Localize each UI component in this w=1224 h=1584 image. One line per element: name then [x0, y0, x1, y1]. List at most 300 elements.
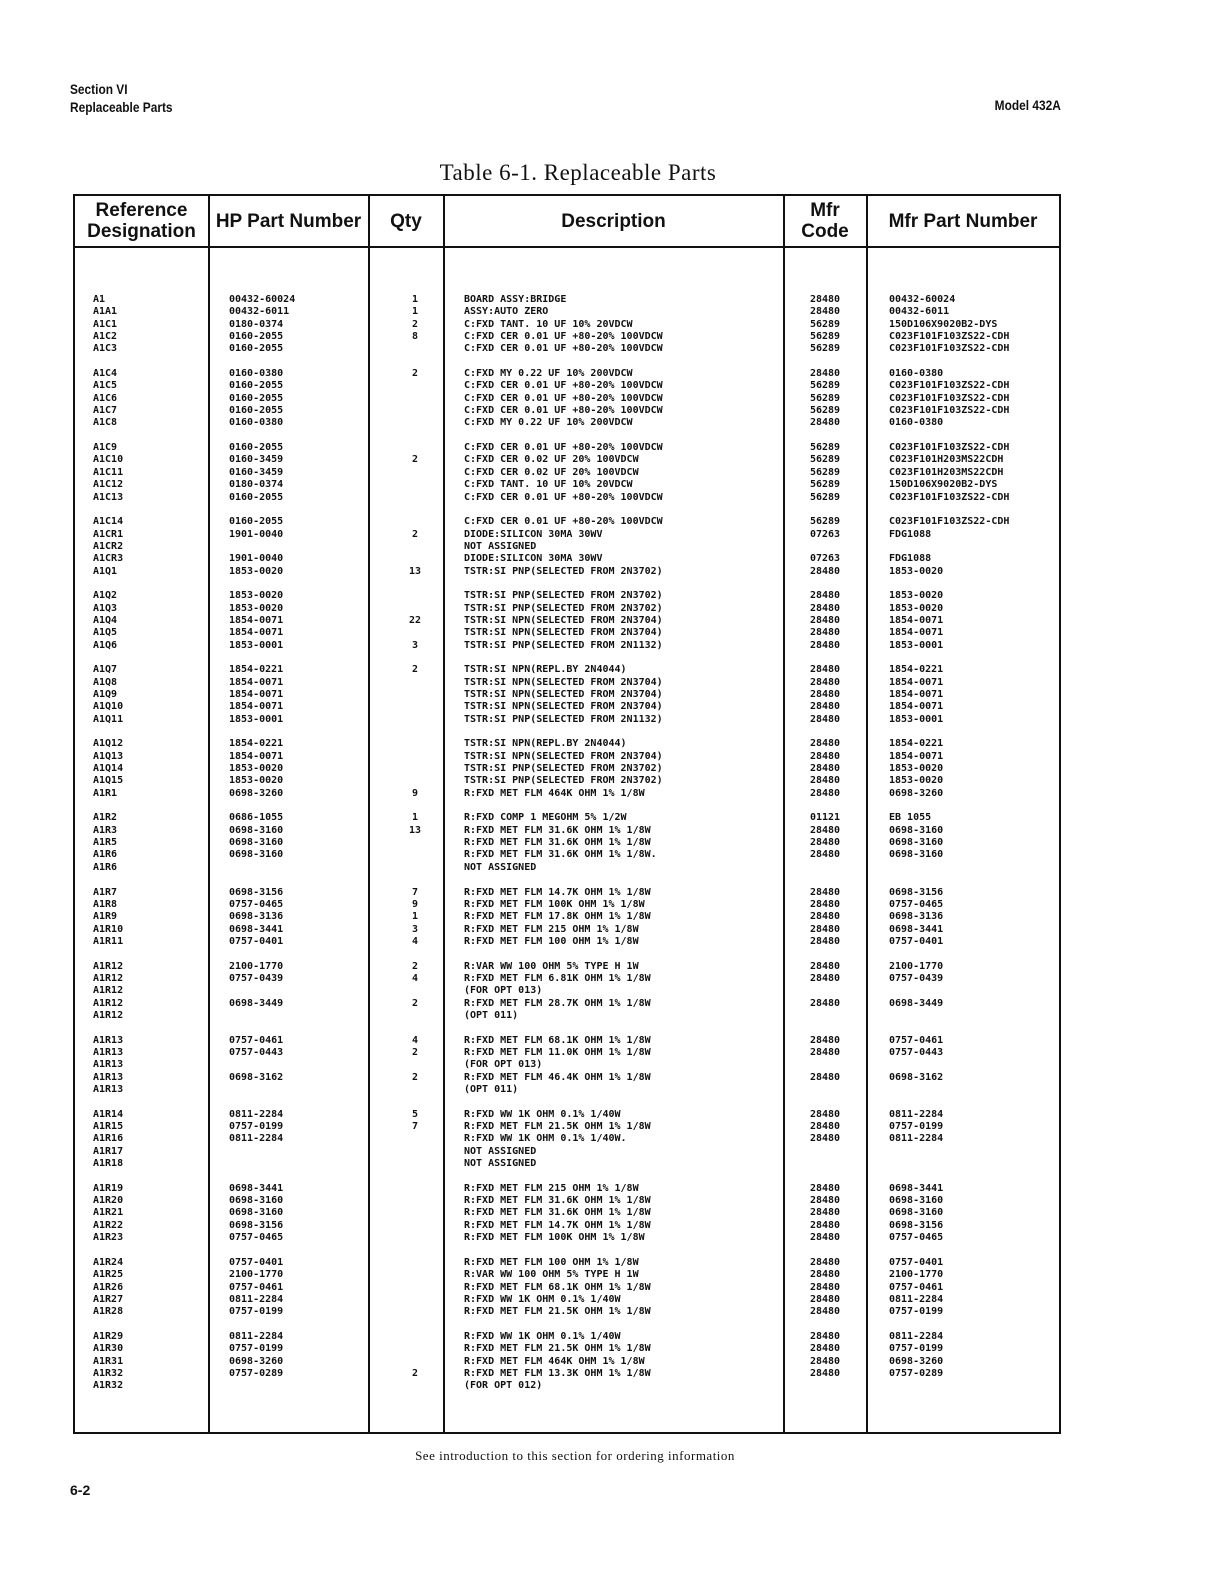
ordering-note: See introduction to this section for ordering information	[415, 1448, 735, 1463]
table-title: Table 6-1. Replaceable Parts	[439, 160, 717, 185]
mfr-part-number: 0698-3160	[889, 837, 944, 849]
mfr-code: 28480	[809, 306, 841, 318]
table-row	[0, 887, 1224, 899]
ref-designation: A1R10	[93, 923, 124, 935]
description: DIODE:SILICON 30MA 30WV	[464, 528, 603, 540]
hp-part-number: 1854-0071	[229, 676, 284, 688]
ref-designation: A1R24	[93, 1256, 124, 1268]
table-row	[0, 615, 1224, 627]
hp-part-number: 0757-0199	[229, 1306, 284, 1318]
description: R:FXD MET FLM 31.6K OHM 1% 1/8W	[464, 1195, 651, 1207]
ref-designation: A1R13	[93, 1059, 124, 1071]
mfr-code: 28480	[809, 849, 841, 861]
description: R:FXD MET FLM 100 OHM 1% 1/8W	[464, 935, 639, 947]
row-group	[0, 961, 1224, 1023]
description: TSTR:SI NPN(SELECTED FROM 2N3704)	[464, 750, 663, 762]
description: C:FXD CER 0.02 UF 20% 100VDCW	[464, 466, 639, 478]
hp-part-number: 0160-0380	[229, 417, 284, 429]
ref-designation: A1C13	[93, 491, 124, 503]
ref-designation: A1R12	[93, 985, 124, 997]
ref-designation: A1R30	[93, 1343, 124, 1355]
mfr-part-number: 1853-0020	[889, 775, 944, 787]
row-group	[0, 294, 1224, 356]
table-row	[0, 924, 1224, 936]
table-row	[0, 714, 1224, 726]
description: TSTR:SI NPN(REPL.BY 2N4044)	[464, 738, 627, 750]
mfr-part-number: 2100-1770	[889, 960, 944, 972]
ref-designation: A1Q1	[93, 565, 118, 577]
mfr-code: 28480	[809, 701, 841, 713]
table-row	[0, 516, 1224, 528]
table-row	[0, 677, 1224, 689]
table-row	[0, 529, 1224, 541]
table-row	[0, 1010, 1224, 1022]
mfr-code: 28480	[809, 1121, 841, 1133]
mfr-code: 28480	[809, 590, 841, 602]
hp-part-number: 0757-0461	[229, 1281, 284, 1293]
qty: 8	[411, 331, 419, 343]
ref-designation: A1C4	[93, 368, 118, 380]
ref-designation: A1Q5	[93, 627, 118, 639]
mfr-part-number: 1854-0221	[889, 738, 944, 750]
ref-designation: A1R6	[93, 849, 118, 861]
description: R:FXD MET FLM 100K OHM 1% 1/8W	[464, 1232, 645, 1244]
table-row	[0, 1158, 1224, 1170]
mfr-part-number: 00432-60024	[889, 294, 956, 305]
mfr-code: 28480	[809, 676, 841, 688]
ref-designation: A1R12	[93, 960, 124, 972]
table-row	[0, 1183, 1224, 1195]
table-row	[0, 331, 1224, 343]
mfr-code: 28480	[809, 1306, 841, 1318]
row-group	[0, 664, 1224, 726]
hp-part-number: 0160-2055	[229, 331, 284, 343]
hp-part-number: 1854-0071	[229, 689, 284, 700]
table-row	[0, 1059, 1224, 1071]
hp-part-number: 1853-0020	[229, 763, 284, 775]
mfr-part-number: 1853-0020	[889, 763, 944, 775]
column-header-mfr-code: Mfr Code	[801, 200, 849, 242]
description: (OPT 011)	[464, 1009, 519, 1021]
ref-designation: A1Q2	[93, 590, 118, 602]
mfr-part-number: 1854-0071	[889, 676, 944, 688]
description: R:FXD MET FLM 46.4K OHM 1% 1/8W	[464, 1071, 651, 1083]
table-row	[0, 1121, 1224, 1133]
description: TSTR:SI NPN(SELECTED FROM 2N3704)	[464, 614, 663, 626]
row-group	[0, 1183, 1224, 1245]
mfr-code: 28480	[809, 935, 841, 947]
mfr-part-number: C023F101H203MS22CDH	[889, 466, 1004, 478]
mfr-code: 28480	[809, 1108, 841, 1120]
description: C:FXD CER 0.01 UF +80-20% 100VDCW	[464, 491, 663, 503]
table-row	[0, 1380, 1224, 1392]
mfr-part-number: 150D106X9020B2-DYS	[889, 479, 998, 491]
mfr-part-number: 0757-0443	[889, 1046, 944, 1058]
ref-designation: A1R17	[93, 1145, 124, 1157]
mfr-code: 07263	[809, 528, 841, 540]
mfr-code: 28480	[809, 1034, 841, 1046]
ref-designation: A1R14	[93, 1108, 124, 1120]
mfr-part-number: C023F101F103ZS22-CDH	[889, 491, 1010, 503]
mfr-part-number: 0811-2284	[889, 1330, 944, 1342]
description: R:FXD MET FLM 6.81K OHM 1% 1/8W	[464, 972, 651, 984]
hp-part-number: 0757-0289	[229, 1367, 284, 1379]
mfr-code: 01121	[809, 812, 841, 824]
description: C:FXD CER 0.01 UF +80-20% 100VDCW	[464, 380, 663, 392]
hp-part-number: 0698-3260	[229, 787, 284, 799]
qty: 4	[411, 1034, 419, 1046]
table-row	[0, 1232, 1224, 1244]
table-row	[0, 1306, 1224, 1318]
mfr-code: 28480	[809, 972, 841, 984]
table-row	[0, 319, 1224, 331]
mfr-part-number: 0757-0461	[889, 1281, 944, 1293]
hp-part-number: 0698-3156	[229, 886, 284, 898]
mfr-part-number: 0698-3156	[889, 1219, 944, 1231]
model-label: Model 432A	[994, 97, 1061, 113]
ref-designation: A1R32	[93, 1380, 124, 1392]
description: R:FXD MET FLM 13.3K OHM 1% 1/8W	[464, 1367, 651, 1379]
mfr-code: 28480	[809, 664, 841, 676]
table-row	[0, 788, 1224, 800]
qty: 13	[408, 565, 422, 577]
hp-part-number: 2100-1770	[229, 960, 284, 972]
mfr-part-number: 0757-0461	[889, 1034, 944, 1046]
ref-designation: A1Q15	[93, 775, 124, 787]
ref-designation: A1R13	[93, 1046, 124, 1058]
mfr-part-number: 0757-0401	[889, 1256, 944, 1268]
hp-part-number: 0757-0199	[229, 1121, 284, 1133]
hp-part-number: 0160-0380	[229, 368, 284, 380]
hp-part-number: 0160-2055	[229, 343, 284, 355]
description: R:FXD MET FLM 100 OHM 1% 1/8W	[464, 1256, 639, 1268]
table-row	[0, 825, 1224, 837]
row-group	[0, 516, 1224, 578]
mfr-part-number: 0757-0289	[889, 1367, 944, 1379]
description: R:FXD MET FLM 68.1K OHM 1% 1/8W	[464, 1034, 651, 1046]
ref-designation: A1C14	[93, 516, 124, 528]
mfr-part-number: 1853-0020	[889, 565, 944, 577]
mfr-code: 28480	[809, 689, 841, 700]
ref-designation: A1R21	[93, 1207, 124, 1219]
ref-designation: A1R13	[93, 1071, 124, 1083]
description: R:FXD MET FLM 68.1K OHM 1% 1/8W	[464, 1281, 651, 1293]
qty: 9	[411, 898, 419, 910]
hp-part-number: 0160-3459	[229, 454, 284, 466]
ref-designation: A1C12	[93, 479, 124, 491]
mfr-code: 28480	[809, 837, 841, 849]
mfr-part-number: 0698-3160	[889, 849, 944, 861]
description: C:FXD MY 0.22 UF 10% 200VDCW	[464, 417, 633, 429]
table-row	[0, 973, 1224, 985]
mfr-code: 28480	[809, 1232, 841, 1244]
hp-part-number: 1901-0040	[229, 528, 284, 540]
description: TSTR:SI PNP(SELECTED FROM 2N3702)	[464, 775, 663, 787]
description: TSTR:SI PNP(SELECTED FROM 2N3702)	[464, 763, 663, 775]
description: C:FXD CER 0.01 UF +80-20% 100VDCW	[464, 405, 663, 417]
qty: 4	[411, 935, 419, 947]
description: R:FXD MET FLM 100K OHM 1% 1/8W	[464, 898, 645, 910]
ref-designation: A1CR1	[93, 528, 124, 540]
mfr-code: 28480	[809, 1355, 841, 1367]
hp-part-number: 0757-0401	[229, 1256, 284, 1268]
ref-designation: A1Q8	[93, 676, 118, 688]
mfr-part-number: 0698-3441	[889, 1182, 944, 1194]
ref-designation: A1CR3	[93, 553, 124, 565]
table-row	[0, 627, 1224, 639]
hp-part-number: 0811-2284	[229, 1330, 284, 1342]
table-row	[0, 467, 1224, 479]
hp-part-number: 1854-0221	[229, 738, 284, 750]
ref-designation: A1R3	[93, 824, 118, 836]
table-row	[0, 1331, 1224, 1343]
hp-part-number: 0698-3260	[229, 1355, 284, 1367]
table-row	[0, 1133, 1224, 1145]
ref-designation: A1R25	[93, 1269, 124, 1281]
mfr-part-number: 0757-0199	[889, 1121, 944, 1133]
qty: 13	[408, 824, 422, 836]
mfr-code: 28480	[809, 417, 841, 429]
mfr-part-number: 0811-2284	[889, 1293, 944, 1305]
hp-part-number: 0160-2055	[229, 392, 284, 404]
mfr-code: 28480	[809, 1367, 841, 1379]
mfr-code: 28480	[809, 923, 841, 935]
ref-designation: A1R12	[93, 1009, 124, 1021]
mfr-part-number: 0698-3156	[889, 886, 944, 898]
ref-designation: A1R2	[93, 812, 118, 824]
ref-designation: A1R15	[93, 1121, 124, 1133]
row-group	[0, 590, 1224, 652]
mfr-part-number: 1854-0071	[889, 750, 944, 762]
hp-part-number: 0757-0461	[229, 1034, 284, 1046]
description: R:FXD WW 1K OHM 0.1% 1/40W	[464, 1108, 621, 1120]
mfr-code: 28480	[809, 1256, 841, 1268]
table-row	[0, 541, 1224, 553]
hp-part-number: 0180-0374	[229, 318, 284, 330]
mfr-part-number: 00432-6011	[889, 306, 950, 318]
ref-designation: A1A1	[93, 306, 118, 318]
hp-part-number: 1854-0071	[229, 701, 284, 713]
ref-designation: A1C2	[93, 331, 118, 343]
table-row	[0, 689, 1224, 701]
hp-part-number: 1854-0071	[229, 627, 284, 639]
mfr-part-number: 0811-2284	[889, 1108, 944, 1120]
table-row	[0, 738, 1224, 750]
mfr-part-number: 1854-0071	[889, 614, 944, 626]
description: R:FXD MET FLM 31.6K OHM 1% 1/8W.	[464, 849, 657, 861]
hp-part-number: 0180-0374	[229, 479, 284, 491]
mfr-part-number: FDG1088	[889, 528, 932, 540]
mfr-code: 28480	[809, 750, 841, 762]
row-group	[0, 368, 1224, 430]
qty: 4	[411, 972, 419, 984]
row-group	[0, 1331, 1224, 1393]
table-row	[0, 1146, 1224, 1158]
qty: 2	[411, 318, 419, 330]
ref-designation: A1R31	[93, 1355, 124, 1367]
hp-part-number: 00432-60024	[229, 294, 296, 305]
description: R:FXD WW 1K OHM 0.1% 1/40W	[464, 1330, 621, 1342]
mfr-part-number: 0757-0401	[889, 935, 944, 947]
ref-designation: A1R29	[93, 1330, 124, 1342]
mfr-code: 56289	[809, 392, 841, 404]
mfr-part-number: 2100-1770	[889, 1269, 944, 1281]
hp-part-number: 1853-0020	[229, 565, 284, 577]
ref-designation: A1C8	[93, 417, 118, 429]
description: C:FXD MY 0.22 UF 10% 200VDCW	[464, 368, 633, 380]
table-row	[0, 442, 1224, 454]
ref-designation: A1Q10	[93, 701, 124, 713]
table-row	[0, 751, 1224, 763]
table-row	[0, 1282, 1224, 1294]
table-row	[0, 1035, 1224, 1047]
qty: 1	[411, 306, 419, 318]
table-row	[0, 763, 1224, 775]
table-row	[0, 492, 1224, 504]
hp-part-number: 0811-2284	[229, 1293, 284, 1305]
qty: 2	[411, 960, 419, 972]
mfr-code: 56289	[809, 491, 841, 503]
mfr-code: 28480	[809, 1046, 841, 1058]
mfr-code: 56289	[809, 516, 841, 528]
table-row	[0, 775, 1224, 787]
column-header-qty: Qty	[390, 210, 422, 232]
table-row	[0, 1257, 1224, 1269]
mfr-code: 07263	[809, 553, 841, 565]
mfr-part-number: 0757-0199	[889, 1343, 944, 1355]
mfr-code: 28480	[809, 1219, 841, 1231]
description: TSTR:SI PNP(SELECTED FROM 2N3702)	[464, 590, 663, 602]
row-group	[0, 812, 1224, 874]
table-row	[0, 1220, 1224, 1232]
description: TSTR:SI NPN(REPL.BY 2N4044)	[464, 664, 627, 676]
mfr-code: 28480	[809, 614, 841, 626]
description: BOARD ASSY:BRIDGE	[464, 294, 567, 305]
row-group	[0, 442, 1224, 504]
ref-designation: A1Q6	[93, 639, 118, 651]
mfr-code: 28480	[809, 775, 841, 787]
ref-designation: A1R27	[93, 1293, 124, 1305]
parts-table-body	[0, 294, 1224, 1405]
table-row	[0, 664, 1224, 676]
mfr-part-number: C023F101F103ZS22-CDH	[889, 380, 1010, 392]
hp-part-number: 00432-6011	[229, 306, 290, 318]
ref-designation: A1Q13	[93, 750, 124, 762]
hp-part-number: 0757-0401	[229, 935, 284, 947]
mfr-part-number: 0757-0465	[889, 1232, 944, 1244]
row-group	[0, 1035, 1224, 1097]
description: R:FXD MET FLM 11.0K OHM 1% 1/8W	[464, 1046, 651, 1058]
ref-designation: A1C7	[93, 405, 118, 417]
ref-designation: A1R23	[93, 1232, 124, 1244]
table-row	[0, 368, 1224, 380]
mfr-code: 28480	[809, 627, 841, 639]
description: R:FXD MET FLM 28.7K OHM 1% 1/8W	[464, 997, 651, 1009]
description: R:FXD MET FLM 464K OHM 1% 1/8W	[464, 1355, 645, 1367]
hp-part-number: 0811-2284	[229, 1108, 284, 1120]
hp-part-number: 1853-0020	[229, 602, 284, 614]
mfr-part-number: C023F101F103ZS22-CDH	[889, 331, 1010, 343]
table-row	[0, 961, 1224, 973]
mfr-part-number: 0160-0380	[889, 368, 944, 380]
description: C:FXD TANT. 10 UF 10% 20VDCW	[464, 479, 633, 491]
description: TSTR:SI NPN(SELECTED FROM 2N3704)	[464, 627, 663, 639]
mfr-part-number: 0698-3449	[889, 997, 944, 1009]
hp-part-number: 0698-3136	[229, 911, 284, 923]
ref-designation: A1R13	[93, 1084, 124, 1095]
ref-designation: A1R20	[93, 1195, 124, 1207]
mfr-part-number: 150D106X9020B2-DYS	[889, 318, 998, 330]
hp-part-number: 0160-2055	[229, 405, 284, 417]
mfr-code: 56289	[809, 343, 841, 355]
mfr-part-number: 0160-0380	[889, 417, 944, 429]
description: R:FXD MET FLM 31.6K OHM 1% 1/8W	[464, 1207, 651, 1219]
ref-designation: A1R22	[93, 1219, 124, 1231]
description: R:FXD MET FLM 21.5K OHM 1% 1/8W	[464, 1343, 651, 1355]
mfr-code: 28480	[809, 898, 841, 910]
qty: 3	[411, 639, 419, 651]
qty: 3	[411, 923, 419, 935]
ref-designation: A1R5	[93, 837, 118, 849]
row-group	[0, 738, 1224, 800]
ref-designation: A1R12	[93, 972, 124, 984]
ref-designation: A1C3	[93, 343, 118, 355]
description: C:FXD TANT. 10 UF 10% 20VDCW	[464, 318, 633, 330]
mfr-part-number: 0698-3136	[889, 911, 944, 923]
mfr-code: 28480	[809, 1269, 841, 1281]
table-row	[0, 1047, 1224, 1059]
description: NOT ASSIGNED	[464, 540, 537, 552]
mfr-code: 56289	[809, 479, 841, 491]
description: (FOR OPT 012)	[464, 1380, 543, 1392]
description: ASSY:AUTO ZERO	[464, 306, 549, 318]
row-group	[0, 1109, 1224, 1171]
table-row	[0, 343, 1224, 355]
hp-part-number: 0160-2055	[229, 516, 284, 528]
hp-part-number: 0698-3441	[229, 1182, 284, 1194]
description: NOT ASSIGNED	[464, 1158, 537, 1170]
mfr-code: 28480	[809, 1182, 841, 1194]
ref-designation: A1Q3	[93, 602, 118, 614]
ref-designation: A1R28	[93, 1306, 124, 1318]
description: R:FXD MET FLM 464K OHM 1% 1/8W	[464, 787, 645, 799]
ref-designation: A1R9	[93, 911, 118, 923]
page-number: 6-2	[70, 1482, 91, 1498]
description: R:VAR WW 100 OHM 5% TYPE H 1W	[464, 1269, 639, 1281]
ref-designation: A1R7	[93, 886, 118, 898]
section-label: Section VI	[70, 81, 128, 97]
mfr-part-number: 0757-0465	[889, 898, 944, 910]
table-row	[0, 1109, 1224, 1121]
table-row	[0, 405, 1224, 417]
hp-part-number: 0757-0465	[229, 1232, 284, 1244]
hp-part-number: 1853-0001	[229, 713, 284, 725]
ref-designation: A1R11	[93, 935, 124, 947]
table-row	[0, 1195, 1224, 1207]
ref-designation: A1R16	[93, 1133, 124, 1145]
description: (FOR OPT 013)	[464, 985, 543, 997]
mfr-part-number: 0811-2284	[889, 1133, 944, 1145]
description: R:FXD MET FLM 17.8K OHM 1% 1/8W	[464, 911, 651, 923]
table-row	[0, 1368, 1224, 1380]
ref-designation: A1R8	[93, 898, 118, 910]
table-row	[0, 1207, 1224, 1219]
description: NOT ASSIGNED	[464, 861, 537, 873]
mfr-code: 28480	[809, 997, 841, 1009]
description: (FOR OPT 013)	[464, 1059, 543, 1071]
description: C:FXD CER 0.01 UF +80-20% 100VDCW	[464, 392, 663, 404]
description: R:FXD MET FLM 14.7K OHM 1% 1/8W	[464, 886, 651, 898]
